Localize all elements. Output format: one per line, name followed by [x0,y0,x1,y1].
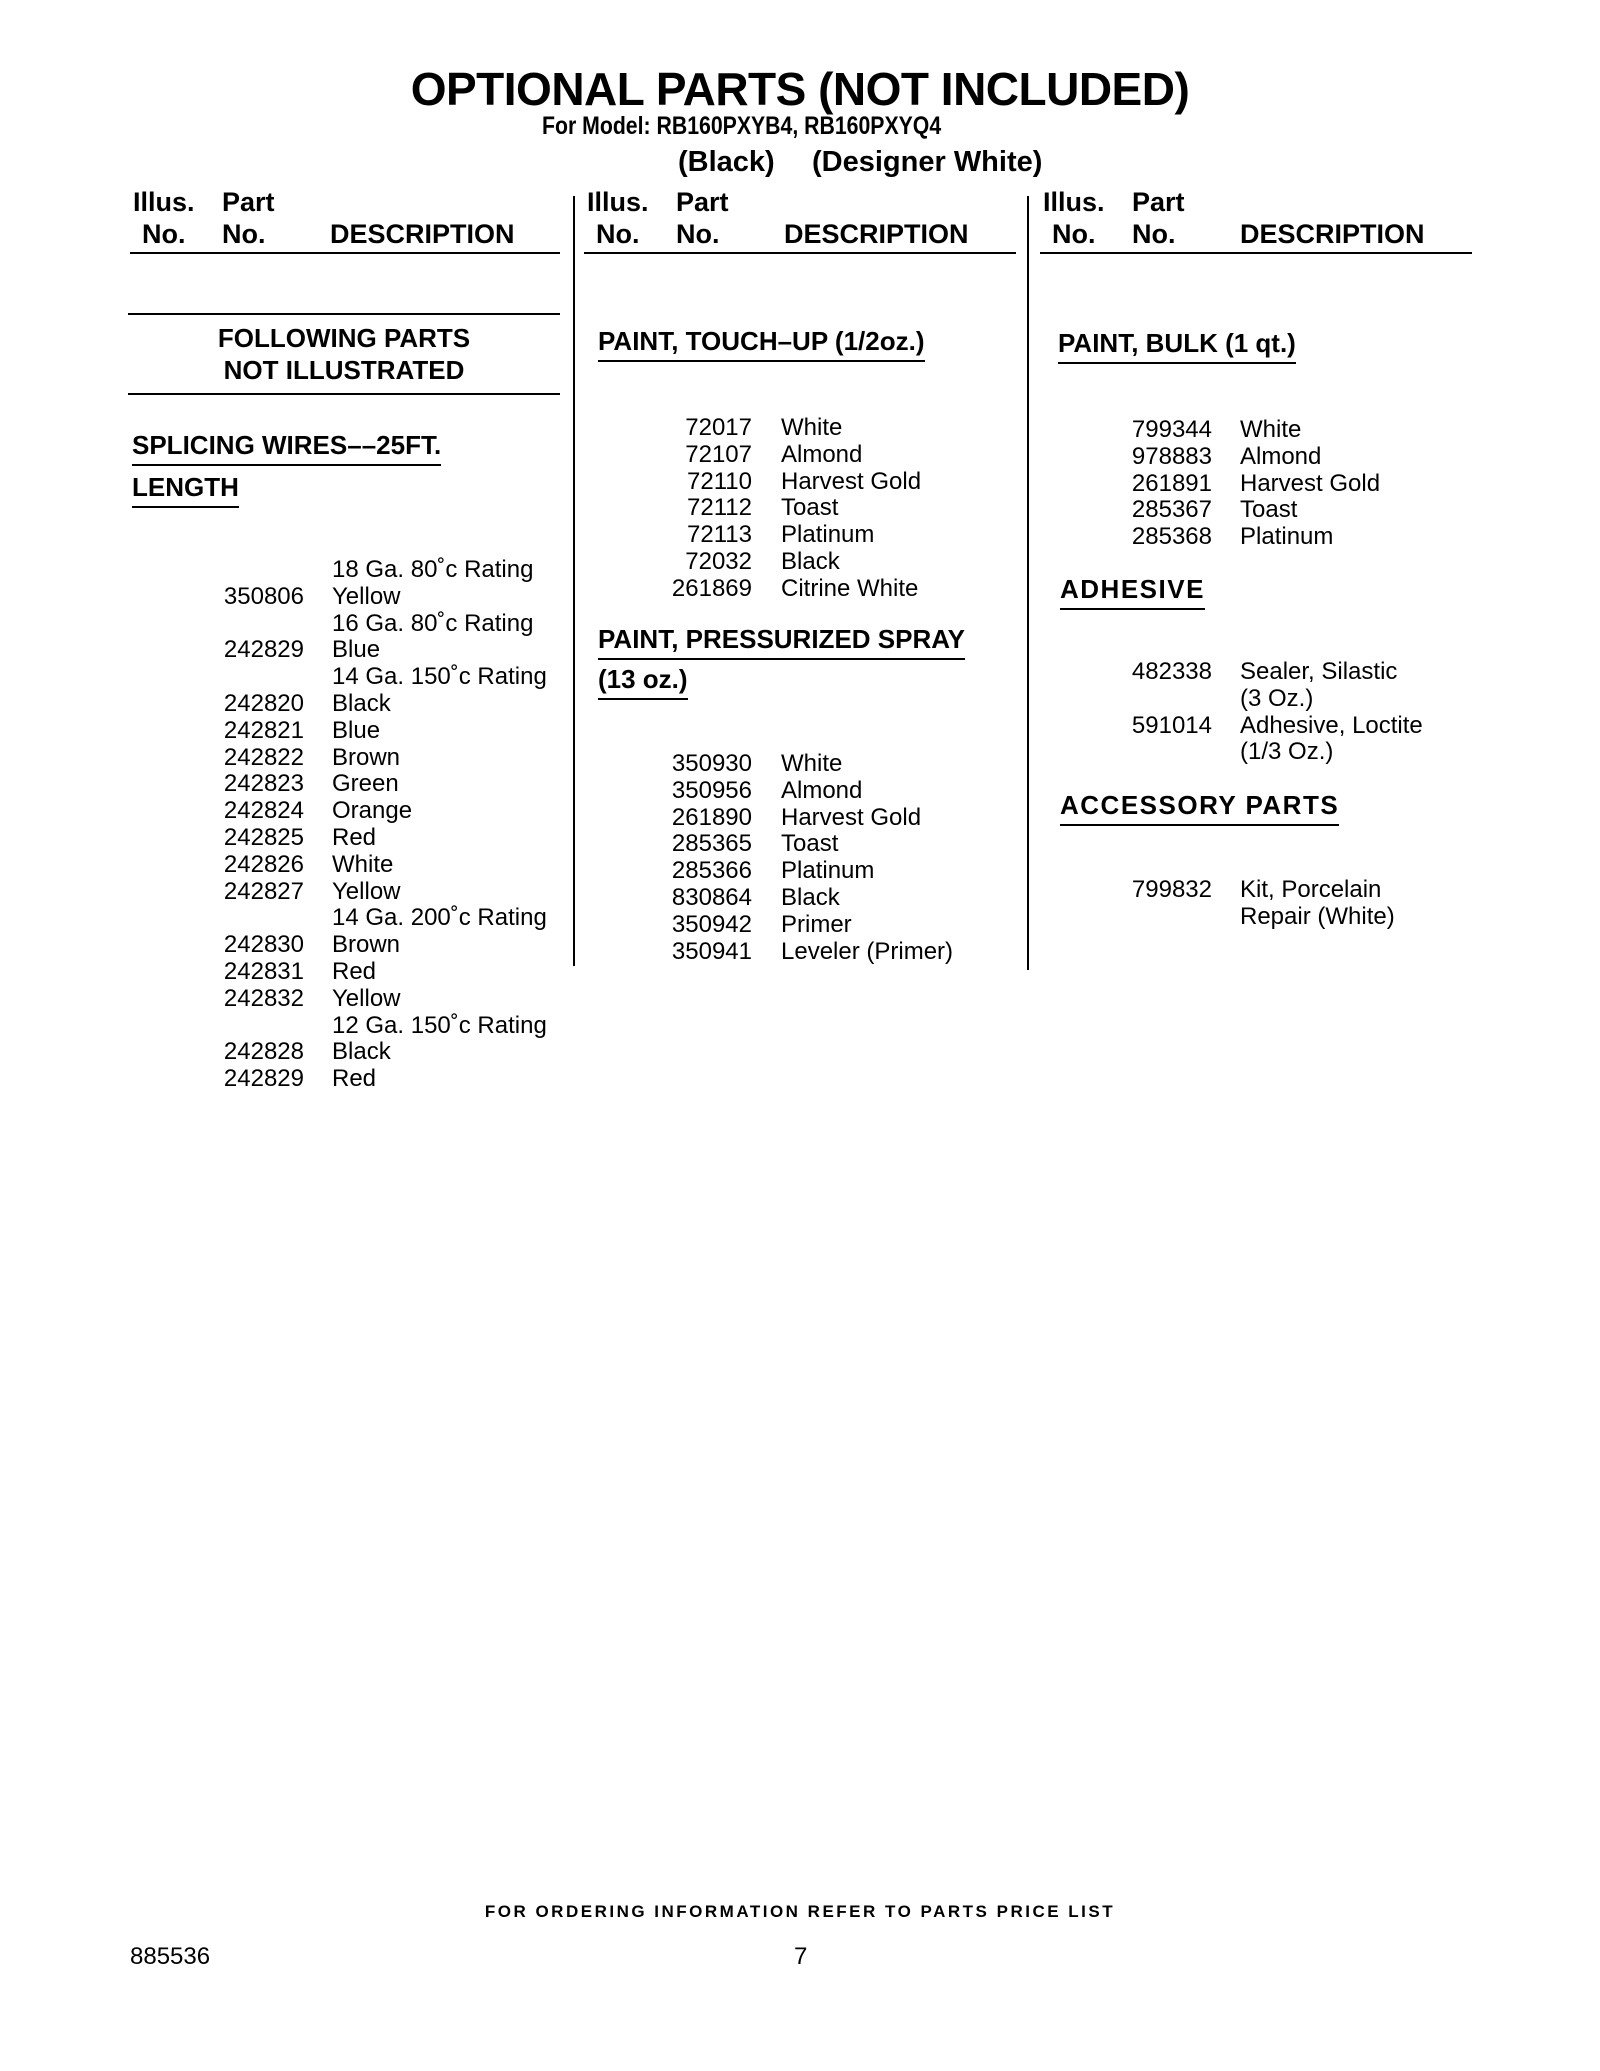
part-number: 482338 [1131,658,1212,685]
part-description: Repair (White) [1240,902,1395,930]
column-divider [1027,196,1029,970]
illus-label: Illus. [1043,187,1105,217]
part-description: Platinum [781,857,875,885]
section-title-touchup-text: PAINT, TOUCH–UP (1/2oz.) [598,326,925,362]
section-title-accessory-text: ACCESSORY PARTS [1060,790,1339,826]
model-line: For Model: RB160PXYB4, RB160PXYQ4 [542,112,942,140]
part-description: 12 Ga. 150˚c Rating [332,1011,547,1039]
part-no-label: No. [676,219,720,249]
part-description: Red [332,1065,377,1093]
part-no-label: No. [1132,219,1176,249]
part-description: Leveler (Primer) [781,937,954,965]
part-number: 261890 [671,803,752,831]
not-illustrated-line2: NOT ILLUSTRATED [223,355,465,385]
part-description: Orange [332,797,413,825]
part-number: 830864 [671,884,752,911]
part-description: 14 Ga. 200˚c Rating [332,904,547,932]
part-number: 242828 [223,1038,304,1066]
variant-black: (Black) [678,146,775,178]
part-description: Harvest Gold [781,803,922,831]
part-number: 350942 [671,910,752,938]
part-description: Almond [781,776,863,804]
part-number: 261869 [671,574,752,602]
section-title-adhesive [1060,574,1205,610]
part-no-label: No. [222,219,266,249]
part-description: Harvest Gold [781,467,922,495]
part-description: Black [332,690,391,717]
part-number: 242821 [223,716,304,744]
part-description: Red [332,958,377,985]
section-title-spray [598,624,965,660]
part-number: 285366 [671,857,752,885]
part-number: 72107 [685,440,752,468]
part-number: 242824 [223,797,304,825]
part-number: 242825 [223,824,304,851]
illus-label: Illus. [587,187,649,217]
part-number: 591014 [1131,711,1212,739]
part-number: 72032 [685,548,752,575]
part-description: Blue [332,716,381,744]
part-number: 285367 [1131,496,1212,524]
part-description: Yellow [332,984,401,1012]
part-number: 350956 [671,776,752,804]
part-number: 242820 [223,690,304,717]
part-description: 18 Ga. 80˚c Rating [332,556,534,583]
part-label: Part [1132,187,1185,217]
part-description: White [332,850,394,878]
section-title-splicing-line1: SPLICING WIRES––25FT. [132,430,441,466]
part-description: 16 Ga. 80˚c Rating [332,609,534,637]
part-description: Brown [332,743,401,771]
section-title-bulk [1058,328,1296,364]
part-number: 242831 [223,958,304,985]
document-number: 885536 [130,1943,211,1970]
not-illustrated-line1: FOLLOWING PARTS [217,323,471,353]
illus-no-label: No. [596,219,640,249]
part-number: 72112 [687,494,752,522]
part-number: 261891 [1131,469,1212,497]
part-description: White [1240,416,1302,443]
part-description: 14 Ga. 150˚c Rating [332,663,547,691]
part-description: Platinum [781,521,875,549]
section-title-bulk-text: PAINT, BULK (1 qt.) [1058,328,1296,364]
page-number: 7 [794,1943,808,1970]
part-description: Primer [781,910,852,938]
part-description: Black [781,548,840,575]
part-number: 350806 [223,582,304,610]
description-label: DESCRIPTION [1240,219,1425,249]
part-description: Kit, Porcelain [1240,876,1382,903]
part-number: 242830 [223,931,304,959]
illus-no-label: No. [142,219,186,249]
section-title-spray-line2: (13 oz.) [598,664,688,700]
column-divider [573,196,575,966]
part-label: Part [222,187,275,217]
part-number: 242827 [223,877,304,905]
part-description: Almond [1240,442,1322,470]
part-description: Toast [1240,496,1298,524]
part-description: Adhesive, Loctite [1240,711,1423,739]
column-header-2 [584,182,1016,254]
part-description: Yellow [332,877,401,905]
part-description: Platinum [1240,523,1334,551]
part-number: 350930 [671,750,752,777]
part-number: 242829 [223,1065,304,1093]
part-description: (3 Oz.) [1240,684,1314,712]
part-number: 242822 [223,743,304,771]
part-number: 242829 [223,636,304,664]
page-title: OPTIONAL PARTS (NOT INCLUDED) [410,63,1190,115]
part-description: Citrine White [781,574,919,602]
section-title-splicing-line2: LENGTH [132,472,239,508]
section-title-touchup [598,326,925,362]
part-description: Brown [332,931,401,959]
section-title-length [132,472,239,508]
part-number: 242832 [223,984,304,1012]
section-title-splicing [132,430,441,466]
section-title-adhesive-text: ADHESIVE [1060,574,1205,610]
part-description: Almond [781,440,863,468]
part-number: 72110 [687,467,752,495]
part-description: White [781,750,843,777]
part-description: Toast [781,494,839,522]
part-number: 799344 [1131,416,1212,443]
not-illustrated-banner [128,313,560,395]
part-number: 978883 [1131,442,1212,470]
part-number: 799832 [1131,876,1212,903]
part-description: Yellow [332,582,401,610]
part-number: 72017 [685,414,752,441]
illus-label: Illus. [133,187,195,217]
part-number: 350941 [671,937,752,965]
part-label: Part [676,187,729,217]
illus-no-label: No. [1052,219,1096,249]
ordering-note: FOR ORDERING INFORMATION REFER TO PARTS PRICE LIST [484,1902,1116,1921]
part-number: 72113 [687,521,752,549]
section-title-spray-size [598,664,688,700]
part-number: 285368 [1131,523,1212,551]
column-header-1 [130,182,560,254]
description-label: DESCRIPTION [330,219,515,249]
part-description: Blue [332,636,381,664]
part-description: Red [332,824,377,851]
section-title-accessory [1060,790,1339,826]
part-description: White [781,414,843,441]
part-description: (1/3 Oz.) [1240,738,1334,766]
part-description: Harvest Gold [1240,469,1381,497]
part-description: Black [332,1038,391,1066]
part-description: Black [781,884,840,911]
part-description: Sealer, Silastic [1240,658,1398,685]
part-description: Green [332,770,399,798]
part-number: 242826 [223,850,304,878]
variant-designer-white: (Designer White) [812,146,1043,178]
part-number: 242823 [223,770,304,798]
column-header-3 [1040,182,1472,254]
description-label: DESCRIPTION [784,219,969,249]
part-description: Toast [781,830,839,858]
part-number: 285365 [671,830,752,858]
section-title-spray-line1: PAINT, PRESSURIZED SPRAY [598,624,965,660]
